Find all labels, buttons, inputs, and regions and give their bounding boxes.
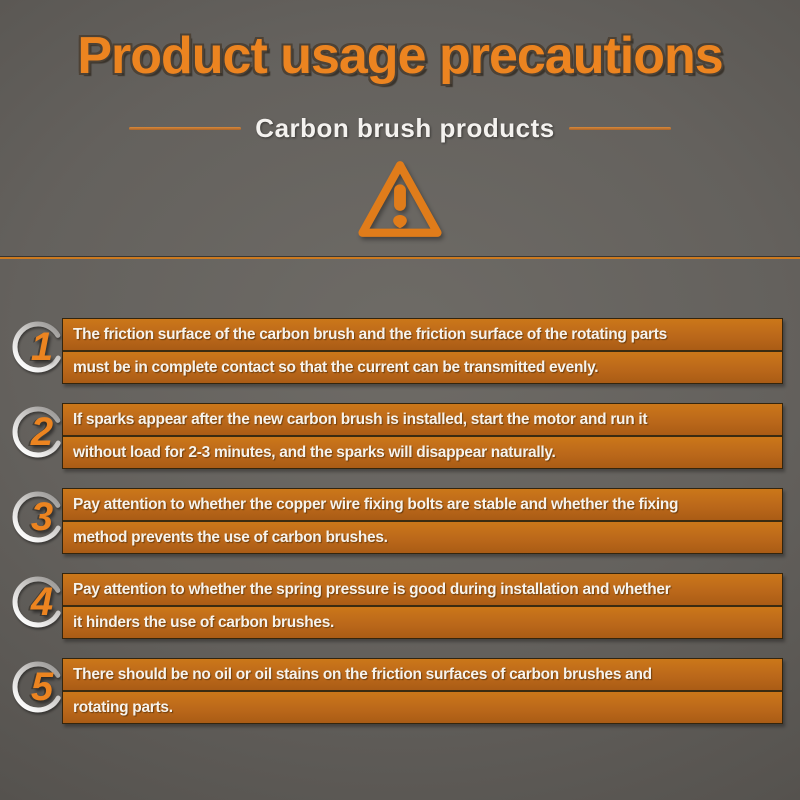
number-badge-2 <box>10 401 68 465</box>
precaution-text: method prevents the use of carbon brushes. <box>73 528 388 546</box>
banner-line-1 <box>63 319 782 350</box>
item-banner <box>62 573 783 639</box>
precaution-text: without load for 2-3 minutes, and the sparks will disappear naturally. <box>73 443 556 461</box>
precaution-text: Pay attention to whether the copper wire fixing bolts are stable and whether the fixing <box>73 495 679 513</box>
precaution-text: must be in complete contact so that the current can be transmitted evenly. <box>73 358 599 376</box>
banner-line-2 <box>63 692 782 723</box>
banner-line-1 <box>63 404 782 435</box>
item-banner <box>62 488 783 554</box>
precaution-item-2 <box>0 403 800 469</box>
item-banner <box>62 318 783 384</box>
subtitle-text: Carbon brush products <box>255 112 555 143</box>
precautions-list <box>0 318 800 743</box>
warning-triangle-icon <box>354 157 446 241</box>
precaution-text: If sparks appear after the new carbon brush is installed, start the motor and run it <box>73 410 648 428</box>
precaution-item-1 <box>0 318 800 384</box>
number-badge-3 <box>10 486 68 550</box>
precaution-text: Pay attention to whether the spring pressure is good during installation and whether <box>73 580 671 598</box>
precaution-text: it hinders the use of carbon brushes. <box>73 613 335 631</box>
precaution-item-4 <box>0 573 800 639</box>
banner-line-2 <box>63 607 782 638</box>
banner-line-1 <box>63 659 782 690</box>
precaution-item-5 <box>0 658 800 724</box>
banner-line-2 <box>63 437 782 468</box>
page-title: Product usage precautions <box>77 27 723 85</box>
section-divider-line <box>0 257 800 259</box>
item-number: 4 <box>30 580 54 624</box>
number-badge-1 <box>10 316 68 380</box>
number-badge-5 <box>10 656 68 720</box>
item-number: 5 <box>30 665 54 709</box>
item-number: 1 <box>30 325 54 369</box>
item-number: 2 <box>30 410 54 454</box>
banner-line-2 <box>63 352 782 383</box>
precaution-item-3 <box>0 488 800 554</box>
banner-line-2 <box>63 522 782 553</box>
item-number: 3 <box>30 495 54 539</box>
item-banner <box>62 658 783 724</box>
banner-line-1 <box>63 574 782 605</box>
precaution-text: rotating parts. <box>73 698 173 716</box>
item-banner <box>62 403 783 469</box>
subtitle-right-line <box>569 127 671 130</box>
subtitle <box>0 112 800 144</box>
banner-line-1 <box>63 489 782 520</box>
precaution-text: There should be no oil or oil stains on the friction surfaces of carbon brushes and <box>73 665 652 683</box>
precaution-text: The friction surface of the carbon brush and the friction surface of the rotating parts <box>73 325 667 343</box>
subtitle-left-line <box>129 127 241 130</box>
number-badge-4 <box>10 571 68 635</box>
